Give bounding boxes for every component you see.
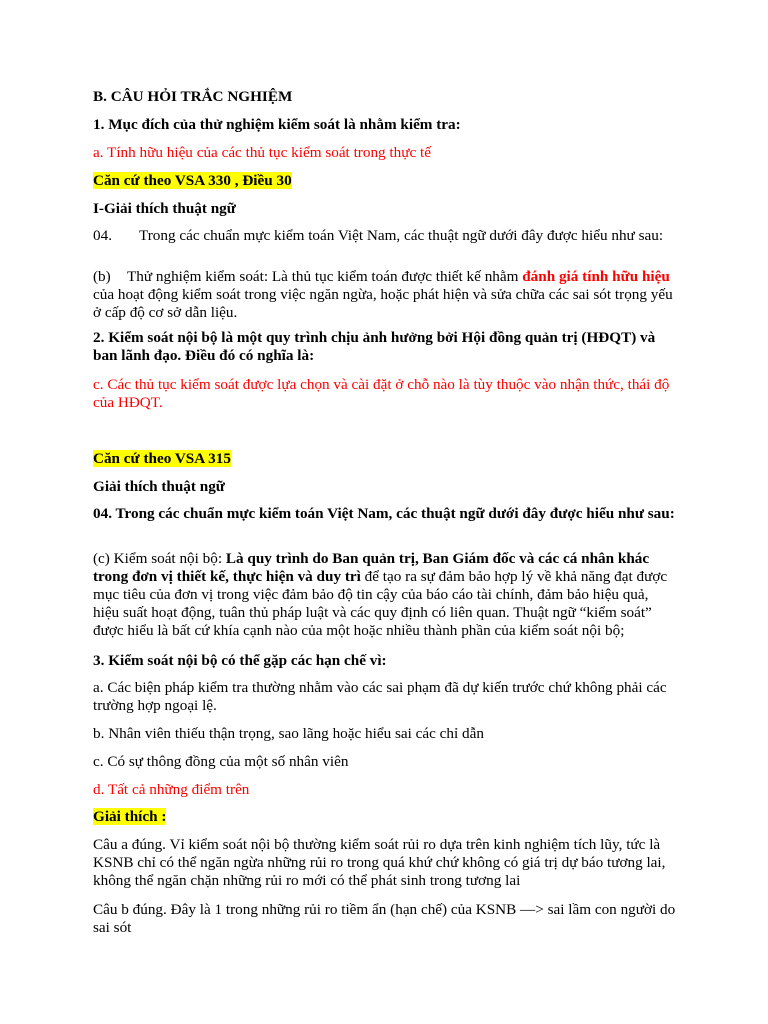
definition-c-post: để tạo ra sự đảm bảo hợp lý về khả năng đạt được mục tiêu của đơn vị trong việc đảm bảo độ tin cậy của báo cáo tài chính, đảm bảo hiệu quả, hiệu suất hoạt động, tuân thủ pháp luật và các quy định có liên quan. Thuật ngữ “kiểm soát” được hiểu là bất cứ khía cạnh nào của một hoặc nhiều thành phần của kiểm soát nội bộ; <box>93 568 668 639</box>
paragraph-text: Trong các chuẩn mực kiểm toán Việt Nam, các thuật ngữ dưới đây được hiểu như sau: <box>139 227 664 244</box>
paragraph-04-b: 04. Trong các chuẩn mực kiểm toán Việt Nam, các thuật ngữ dưới đây được hiểu như sau: <box>93 505 675 522</box>
paragraph-number: 04. <box>93 227 112 244</box>
definition-post: của hoạt động kiểm soát trong việc ngăn ngừa, hoặc phát hiện và sửa chữa các sai sót trọng yếu ở cấp độ cơ sở dẫn liệu. <box>93 286 673 321</box>
answer-1: a. Tính hữu hiệu của các thủ tục kiểm soát trong thực tế <box>93 144 431 161</box>
option-d-answer: d. Tất cả những điểm trên <box>93 781 250 798</box>
explanation-a: Câu a đúng. Vỉ kiểm soát nội bộ thường kiểm soát rủi ro dựa trên kinh nghiệm tích lũy, tức là KSNB chỉ có thể ngăn ngừa những rủi ro trong quá khứ chứ không có giá trị dự báo tương lai, không thể ngăn chặn những rủi ro mới có thể phát sinh trong tương lai <box>93 836 666 889</box>
basis-1 <box>93 172 678 190</box>
section-title: B. CÂU HỎI TRẮC NGHIỆM <box>93 88 293 105</box>
definition-label: (b) <box>93 268 111 285</box>
question-2: 2. Kiểm soát nội bộ là một quy trình chịu ảnh hưởng bởi Hội đồng quản trị (HĐQT) và ban lãnh đạo. Điều đó có nghĩa là: <box>93 329 656 364</box>
definition-c-pre: (c) Kiểm soát nội bộ: <box>93 550 226 567</box>
definition-c <box>93 550 678 640</box>
definition-pre: Thử nghiệm kiểm soát: Là thủ tục kiểm toán được thiết kế nhằm <box>127 268 523 285</box>
option-c: c. Có sự thông đồng của một số nhân viên <box>93 753 349 770</box>
explanation-b: Câu b đúng. Đây là 1 trong những rủi ro tiềm ẩn (hạn chế) của KSNB —> sai lầm con người do sai sót <box>93 901 676 936</box>
basis-1-highlight: Căn cứ theo VSA 330 , Điều 30 <box>93 172 292 189</box>
basis-2-highlight: Căn cứ theo VSA 315 <box>93 450 231 467</box>
subheading-1: I-Giải thích thuật ngữ <box>93 200 236 217</box>
definition-c-bold: Là quy trình do Ban quản trị, Ban Giám đốc và các cá nhân khác trong đơn vị thiết kế, thực hiện và duy trì <box>93 550 650 585</box>
subheading-2: Giải thích thuật ngữ <box>93 478 225 495</box>
question-3: 3. Kiểm soát nội bộ có thể gặp các hạn chế vì: <box>93 652 387 669</box>
explanation-heading <box>93 808 678 826</box>
answer-2: c. Các thủ tục kiểm soát được lựa chọn và cài đặt ở chỗ nào là tùy thuộc vào nhận thức, thái độ của HĐQT. <box>93 376 670 411</box>
option-a: a. Các biện pháp kiểm tra thường nhằm vào các sai phạm đã dự kiến trước chứ không phải các trường hợp ngoại lệ. <box>93 679 667 714</box>
question-1: 1. Mục đích của thử nghiệm kiểm soát là nhằm kiểm tra: <box>93 116 461 133</box>
definition-emphasis: đánh giá tính hữu hiệu <box>522 268 670 285</box>
option-b: b. Nhân viên thiếu thận trọng, sao lãng hoặc hiểu sai các chỉ dẫn <box>93 725 484 742</box>
explanation-heading-highlight: Giải thích : <box>93 808 167 825</box>
basis-2 <box>93 450 678 468</box>
paragraph-04-a <box>93 227 678 245</box>
definition-b <box>93 268 678 322</box>
